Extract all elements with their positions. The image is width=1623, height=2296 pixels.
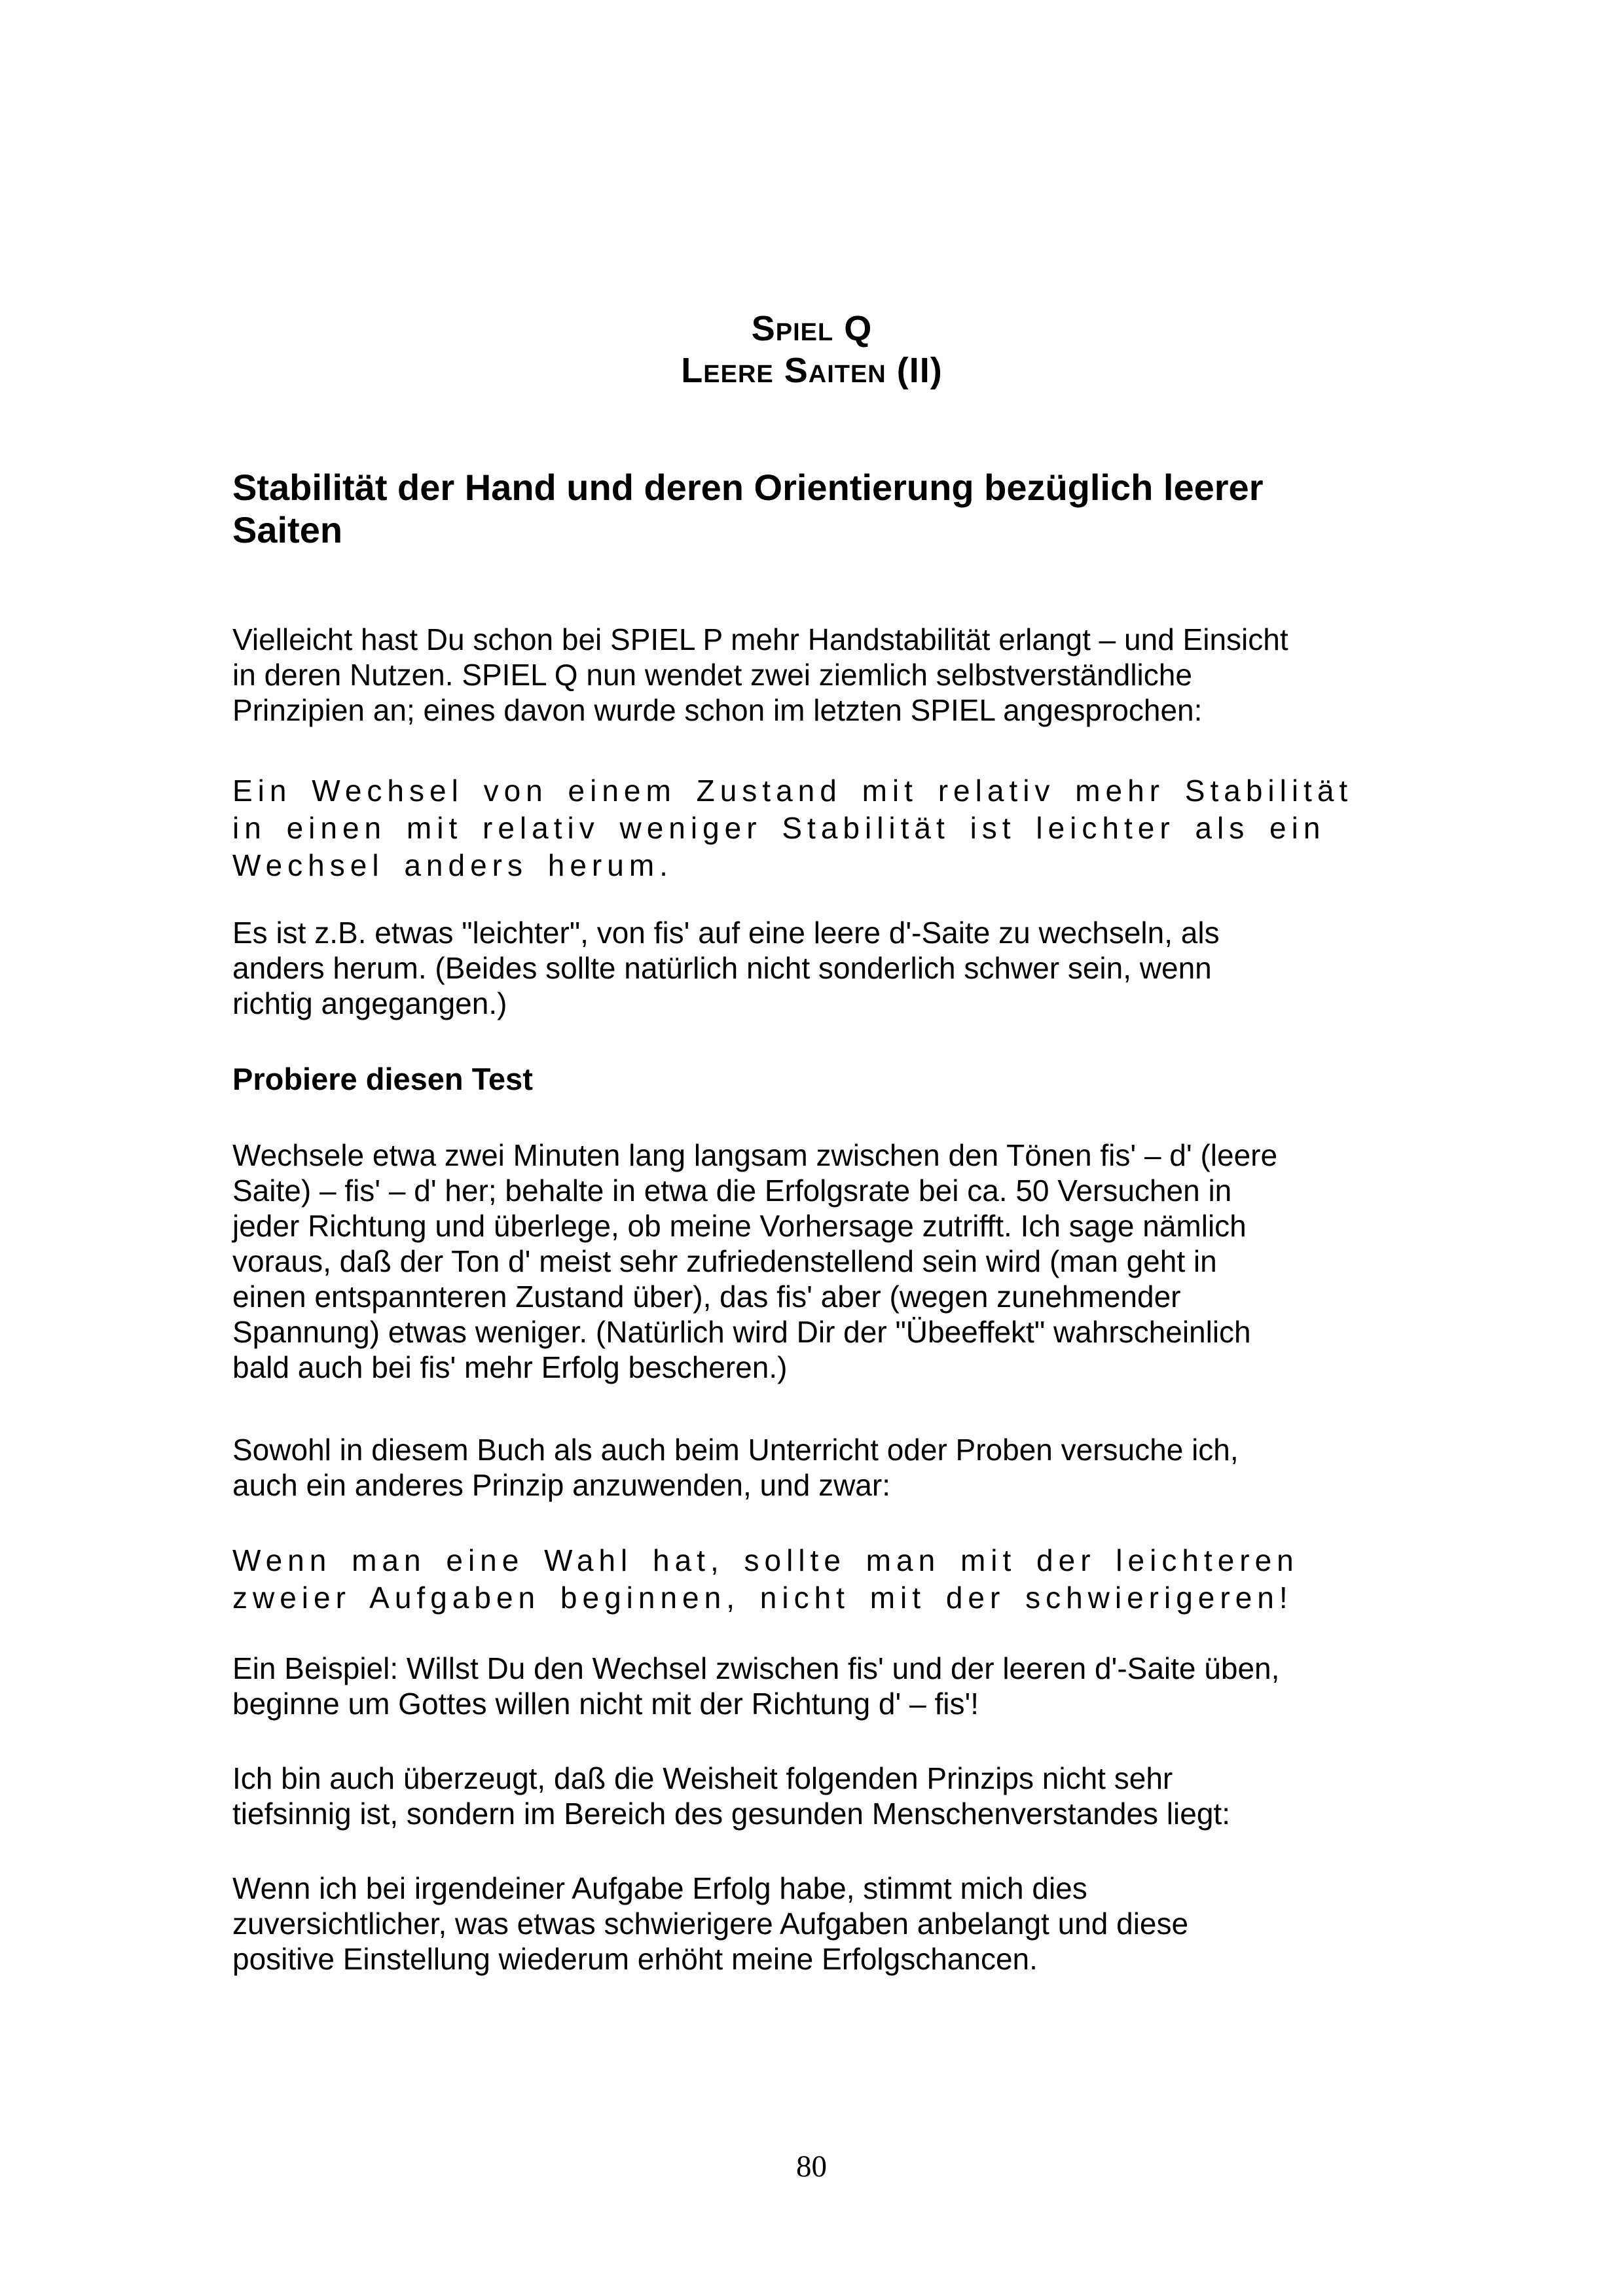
text-line: Spannung) etwas weniger. (Natürlich wird Dir der "Übeeffekt" wahrscheinlich <box>232 1315 1251 1349</box>
text-line: anders herum. (Beides sollte natürlich nicht sonderlich schwer sein, wenn <box>232 951 1212 985</box>
text-line: bald auch bei fis' mehr Erfolg bescheren.) <box>232 1350 788 1384</box>
page-content-column <box>232 0 1391 1977</box>
principle-quote-1 <box>232 772 1391 884</box>
section-heading <box>232 466 1391 551</box>
chapter-title-line-1: Spiel Q <box>751 309 873 348</box>
text-line: Saite) – fis' – d' her; behalte in etwa die Erfolgsrate bei ca. 50 Versuchen in <box>232 1174 1232 1208</box>
text-line: Wechsele etwa zwei Minuten lang langsam zwischen den Tönen fis' – d' (leere <box>232 1138 1278 1172</box>
text-line: Wenn ich bei irgendeiner Aufgabe Erfolg habe, stimmt mich dies <box>232 1871 1087 1905</box>
text-line: Wenn man eine Wahl hat, sollte man mit der leichteren <box>232 1543 1299 1577</box>
text-line: Saiten <box>232 509 343 550</box>
paragraph-bridge <box>232 1432 1391 1503</box>
text-line: beginne um Gottes willen nicht mit der Richtung d' – fis'! <box>232 1687 979 1721</box>
chapter-title-line-2: Leere Saiten (II) <box>681 351 943 390</box>
page-number: 80 <box>796 2149 827 2183</box>
text-line: Stabilität der Hand und deren Orientierung bezüglich leerer <box>232 467 1264 508</box>
paragraph-example-2 <box>232 1651 1391 1721</box>
text-line: richtig angegangen.) <box>232 986 507 1020</box>
text-line: zweier Aufgaben beginnen, nicht mit der schwierigeren! <box>232 1581 1293 1615</box>
text-line: Ein Beispiel: Willst Du den Wechsel zwischen fis' und der leeren d'-Saite üben, <box>232 1651 1280 1685</box>
text-line: Sowohl in diesem Buch als auch beim Unterricht oder Proben versuche ich, <box>232 1433 1239 1467</box>
text-line: voraus, daß der Ton d' meist sehr zufriedenstellend sein wird (man geht in <box>232 1244 1217 1278</box>
paragraph-conviction <box>232 1761 1391 1831</box>
text-line: in deren Nutzen. SPIEL Q nun wendet zwei ziemlich selbstverständliche <box>232 658 1192 692</box>
text-line: einen entspannteren Zustand über), das fis' aber (wegen zunehmender <box>232 1280 1181 1314</box>
text-line: in einen mit relativ weniger Stabilität ist leichter als ein <box>232 811 1326 845</box>
chapter-title <box>232 308 1391 391</box>
text-line: Prinzipien an; eines davon wurde schon im letzten SPIEL angesprochen: <box>232 693 1203 727</box>
text-line: auch ein anderes Prinzip anzuwenden, und zwar: <box>232 1468 890 1502</box>
principle-quote-2 <box>232 1542 1391 1617</box>
text-line: Ich bin auch überzeugt, daß die Weisheit folgenden Prinzips nicht sehr <box>232 1761 1173 1795</box>
text-line: jeder Richtung und überlege, ob meine Vorhersage zutrifft. Ich sage nämlich <box>232 1209 1247 1243</box>
text-line: Wechsel anders herum. <box>232 848 673 882</box>
subheading-test: Probiere diesen Test <box>232 1062 533 1096</box>
text-line: Vielleicht hast Du schon bei SPIEL P mehr Handstabilität erlangt – und Einsicht <box>232 622 1288 656</box>
paragraph-example-1 <box>232 915 1391 1021</box>
text-line: tiefsinnig ist, sondern im Bereich des gesunden Menschenverstandes liegt: <box>232 1797 1230 1831</box>
paragraph-intro <box>232 622 1391 728</box>
paragraph-principle-3 <box>232 1871 1391 1977</box>
text-line: Ein Wechsel von einem Zustand mit relativ mehr Stabilität <box>232 774 1353 808</box>
text-line: Es ist z.B. etwas "leichter", von fis' auf eine leere d'-Saite zu wechseln, als <box>232 916 1220 950</box>
text-line: zuversichtlicher, was etwas schwierigere Aufgaben anbelangt und diese <box>232 1907 1189 1941</box>
text-line: positive Einstellung wiederum erhöht meine Erfolgschancen. <box>232 1942 1038 1976</box>
paragraph-test-instructions <box>232 1138 1391 1385</box>
